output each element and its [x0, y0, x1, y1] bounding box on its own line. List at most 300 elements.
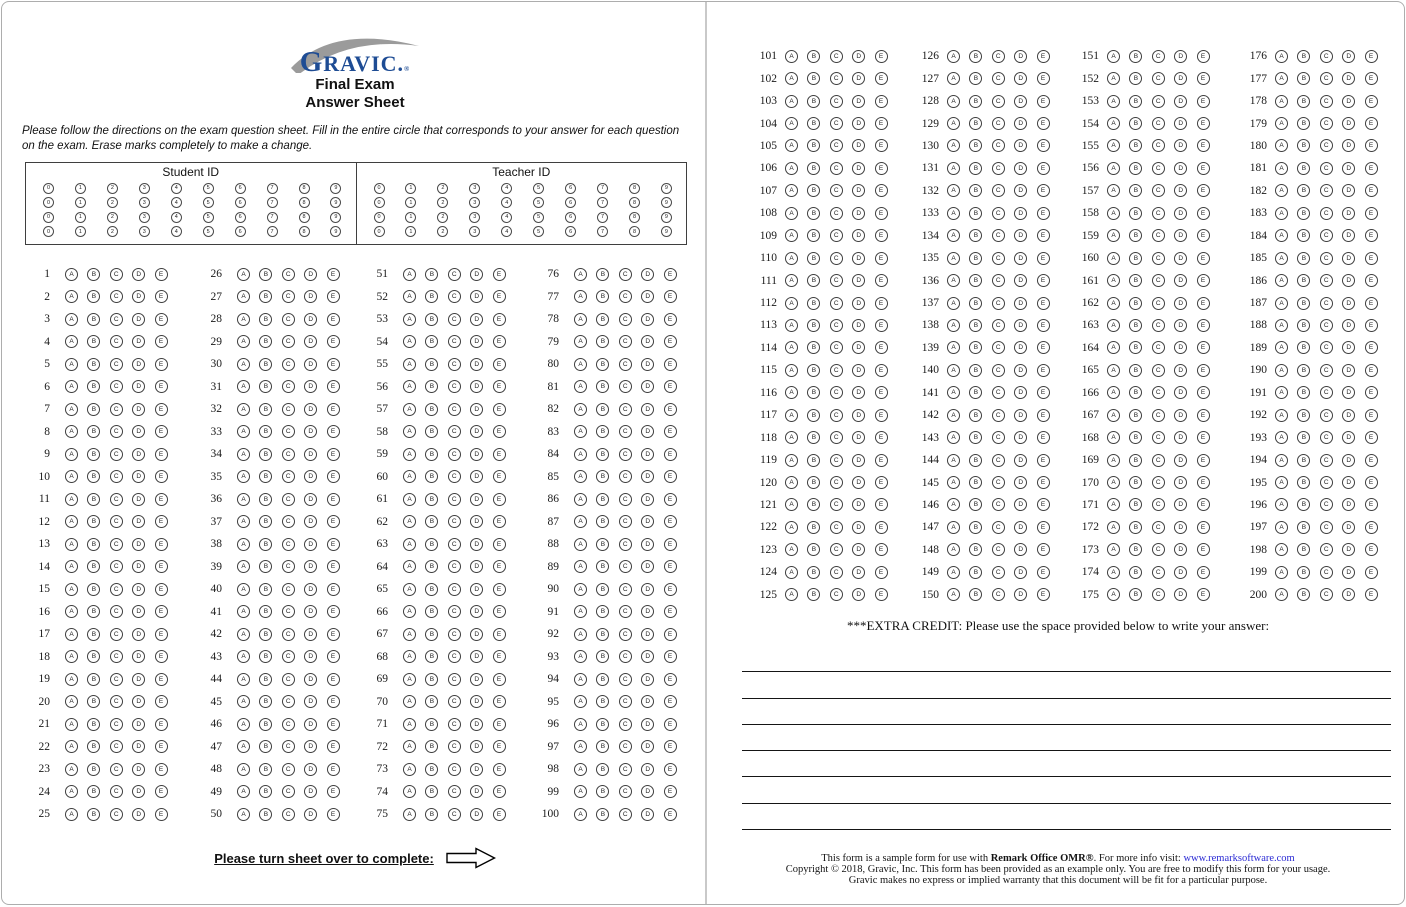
answer-bubble-e[interactable]: E: [875, 274, 888, 287]
answer-bubble-e[interactable]: E: [493, 785, 506, 798]
answer-bubble-b[interactable]: B: [87, 628, 100, 641]
answer-bubble-b[interactable]: B: [1297, 252, 1310, 265]
digit-bubble-4[interactable]: 4: [171, 197, 182, 208]
answer-bubble-c[interactable]: C: [1152, 72, 1165, 85]
answer-bubble-c[interactable]: C: [1152, 431, 1165, 444]
answer-bubble-d[interactable]: D: [1174, 364, 1187, 377]
answer-bubble-d[interactable]: D: [1174, 50, 1187, 63]
answer-bubble-e[interactable]: E: [1197, 274, 1210, 287]
answer-bubble-b[interactable]: B: [969, 454, 982, 467]
answer-bubble-c[interactable]: C: [110, 740, 123, 753]
answer-bubble-c[interactable]: C: [448, 380, 461, 393]
digit-bubble-3[interactable]: 3: [139, 226, 150, 237]
answer-bubble-e[interactable]: E: [493, 515, 506, 528]
answer-bubble-d[interactable]: D: [132, 650, 145, 663]
answer-bubble-d[interactable]: D: [132, 493, 145, 506]
answer-bubble-b[interactable]: B: [259, 538, 272, 551]
answer-bubble-a[interactable]: A: [1107, 50, 1120, 63]
answer-bubble-a[interactable]: A: [1275, 274, 1288, 287]
answer-bubble-b[interactable]: B: [969, 207, 982, 220]
answer-bubble-d[interactable]: D: [1342, 72, 1355, 85]
answer-bubble-e[interactable]: E: [327, 763, 340, 776]
answer-bubble-a[interactable]: A: [237, 290, 250, 303]
answer-bubble-b[interactable]: B: [259, 673, 272, 686]
answer-bubble-d[interactable]: D: [470, 785, 483, 798]
answer-bubble-c[interactable]: C: [992, 386, 1005, 399]
answer-bubble-e[interactable]: E: [1197, 297, 1210, 310]
answer-bubble-b[interactable]: B: [596, 628, 609, 641]
answer-bubble-e[interactable]: E: [875, 454, 888, 467]
answer-bubble-c[interactable]: C: [448, 808, 461, 821]
answer-bubble-a[interactable]: A: [574, 313, 587, 326]
answer-bubble-e[interactable]: E: [327, 695, 340, 708]
answer-bubble-c[interactable]: C: [830, 184, 843, 197]
answer-bubble-e[interactable]: E: [493, 358, 506, 371]
answer-bubble-a[interactable]: A: [1275, 498, 1288, 511]
digit-bubble-7[interactable]: 7: [267, 226, 278, 237]
answer-bubble-e[interactable]: E: [327, 673, 340, 686]
answer-bubble-a[interactable]: A: [785, 566, 798, 579]
answer-bubble-d[interactable]: D: [304, 538, 317, 551]
answer-bubble-d[interactable]: D: [1342, 431, 1355, 444]
answer-bubble-e[interactable]: E: [664, 448, 677, 461]
answer-bubble-b[interactable]: B: [807, 386, 820, 399]
answer-bubble-e[interactable]: E: [875, 207, 888, 220]
answer-bubble-b[interactable]: B: [1297, 588, 1310, 601]
answer-bubble-a[interactable]: A: [237, 268, 250, 281]
answer-bubble-a[interactable]: A: [574, 470, 587, 483]
answer-bubble-c[interactable]: C: [619, 695, 632, 708]
answer-bubble-e[interactable]: E: [1037, 476, 1050, 489]
answer-bubble-b[interactable]: B: [596, 763, 609, 776]
answer-bubble-b[interactable]: B: [1129, 454, 1142, 467]
answer-bubble-a[interactable]: A: [403, 425, 416, 438]
answer-bubble-a[interactable]: A: [65, 358, 78, 371]
answer-bubble-a[interactable]: A: [785, 117, 798, 130]
answer-bubble-a[interactable]: A: [403, 493, 416, 506]
answer-bubble-d[interactable]: D: [641, 268, 654, 281]
answer-bubble-c[interactable]: C: [448, 470, 461, 483]
answer-bubble-c[interactable]: C: [1320, 409, 1333, 422]
answer-bubble-e[interactable]: E: [155, 605, 168, 618]
answer-bubble-b[interactable]: B: [596, 808, 609, 821]
answer-bubble-c[interactable]: C: [992, 319, 1005, 332]
answer-bubble-b[interactable]: B: [969, 521, 982, 534]
answer-bubble-b[interactable]: B: [259, 493, 272, 506]
answer-bubble-d[interactable]: D: [470, 448, 483, 461]
answer-bubble-b[interactable]: B: [969, 498, 982, 511]
digit-bubble-5[interactable]: 5: [203, 183, 214, 194]
answer-bubble-e[interactable]: E: [155, 628, 168, 641]
answer-bubble-b[interactable]: B: [596, 650, 609, 663]
answer-bubble-a[interactable]: A: [1275, 72, 1288, 85]
answer-bubble-d[interactable]: D: [304, 403, 317, 416]
write-line[interactable]: [742, 751, 1391, 777]
answer-bubble-a[interactable]: A: [1107, 162, 1120, 175]
answer-bubble-a[interactable]: A: [237, 808, 250, 821]
answer-bubble-e[interactable]: E: [155, 650, 168, 663]
answer-bubble-a[interactable]: A: [65, 808, 78, 821]
answer-bubble-c[interactable]: C: [282, 493, 295, 506]
answer-bubble-e[interactable]: E: [664, 583, 677, 596]
answer-bubble-d[interactable]: D: [132, 538, 145, 551]
answer-bubble-e[interactable]: E: [1197, 184, 1210, 197]
answer-bubble-e[interactable]: E: [664, 470, 677, 483]
answer-bubble-e[interactable]: E: [1365, 454, 1378, 467]
answer-bubble-a[interactable]: A: [1275, 588, 1288, 601]
answer-bubble-d[interactable]: D: [1014, 50, 1027, 63]
answer-bubble-c[interactable]: C: [110, 515, 123, 528]
answer-bubble-d[interactable]: D: [1014, 207, 1027, 220]
answer-bubble-a[interactable]: A: [1107, 95, 1120, 108]
answer-bubble-c[interactable]: C: [1152, 543, 1165, 556]
answer-bubble-a[interactable]: A: [1275, 117, 1288, 130]
digit-bubble-9[interactable]: 9: [661, 197, 672, 208]
answer-bubble-b[interactable]: B: [87, 763, 100, 776]
answer-bubble-e[interactable]: E: [1037, 274, 1050, 287]
answer-bubble-c[interactable]: C: [282, 380, 295, 393]
answer-bubble-c[interactable]: C: [830, 566, 843, 579]
answer-bubble-b[interactable]: B: [807, 252, 820, 265]
answer-bubble-b[interactable]: B: [1129, 229, 1142, 242]
answer-bubble-d[interactable]: D: [470, 470, 483, 483]
answer-bubble-b[interactable]: B: [425, 740, 438, 753]
digit-bubble-7[interactable]: 7: [597, 197, 608, 208]
answer-bubble-d[interactable]: D: [470, 650, 483, 663]
answer-bubble-b[interactable]: B: [596, 718, 609, 731]
answer-bubble-d[interactable]: D: [852, 364, 865, 377]
answer-bubble-e[interactable]: E: [327, 560, 340, 573]
answer-bubble-d[interactable]: D: [304, 448, 317, 461]
answer-bubble-a[interactable]: A: [1107, 588, 1120, 601]
answer-bubble-d[interactable]: D: [1014, 117, 1027, 130]
answer-bubble-a[interactable]: A: [237, 628, 250, 641]
answer-bubble-d[interactable]: D: [304, 605, 317, 618]
answer-bubble-b[interactable]: B: [1129, 498, 1142, 511]
answer-bubble-d[interactable]: D: [132, 313, 145, 326]
answer-bubble-b[interactable]: B: [807, 364, 820, 377]
answer-bubble-e[interactable]: E: [1197, 588, 1210, 601]
answer-bubble-e[interactable]: E: [155, 808, 168, 821]
answer-bubble-b[interactable]: B: [1129, 521, 1142, 534]
answer-bubble-b[interactable]: B: [87, 290, 100, 303]
answer-bubble-b[interactable]: B: [259, 718, 272, 731]
answer-bubble-e[interactable]: E: [327, 785, 340, 798]
answer-bubble-c[interactable]: C: [110, 403, 123, 416]
answer-bubble-a[interactable]: A: [574, 268, 587, 281]
answer-bubble-b[interactable]: B: [969, 543, 982, 556]
answer-bubble-a[interactable]: A: [237, 560, 250, 573]
answer-bubble-d[interactable]: D: [641, 560, 654, 573]
answer-bubble-c[interactable]: C: [1320, 297, 1333, 310]
answer-bubble-c[interactable]: C: [1152, 297, 1165, 310]
answer-bubble-d[interactable]: D: [132, 403, 145, 416]
answer-bubble-c[interactable]: C: [282, 470, 295, 483]
answer-bubble-a[interactable]: A: [403, 673, 416, 686]
answer-bubble-a[interactable]: A: [947, 521, 960, 534]
answer-bubble-b[interactable]: B: [1297, 498, 1310, 511]
answer-bubble-e[interactable]: E: [327, 403, 340, 416]
answer-bubble-e[interactable]: E: [1037, 72, 1050, 85]
answer-bubble-c[interactable]: C: [992, 162, 1005, 175]
answer-bubble-b[interactable]: B: [259, 470, 272, 483]
answer-bubble-d[interactable]: D: [1342, 454, 1355, 467]
answer-bubble-d[interactable]: D: [304, 470, 317, 483]
answer-bubble-d[interactable]: D: [1174, 184, 1187, 197]
answer-bubble-a[interactable]: A: [574, 380, 587, 393]
answer-bubble-d[interactable]: D: [1014, 543, 1027, 556]
answer-bubble-c[interactable]: C: [619, 268, 632, 281]
answer-bubble-d[interactable]: D: [470, 695, 483, 708]
answer-bubble-e[interactable]: E: [664, 425, 677, 438]
digit-bubble-4[interactable]: 4: [501, 212, 512, 223]
answer-bubble-c[interactable]: C: [1320, 184, 1333, 197]
answer-bubble-c[interactable]: C: [448, 290, 461, 303]
answer-bubble-b[interactable]: B: [1297, 319, 1310, 332]
answer-bubble-d[interactable]: D: [470, 425, 483, 438]
answer-bubble-d[interactable]: D: [132, 425, 145, 438]
answer-bubble-b[interactable]: B: [1129, 364, 1142, 377]
answer-bubble-b[interactable]: B: [1129, 207, 1142, 220]
answer-bubble-e[interactable]: E: [664, 493, 677, 506]
answer-bubble-d[interactable]: D: [132, 268, 145, 281]
answer-bubble-e[interactable]: E: [1197, 50, 1210, 63]
answer-bubble-b[interactable]: B: [596, 335, 609, 348]
answer-bubble-c[interactable]: C: [619, 718, 632, 731]
answer-bubble-a[interactable]: A: [947, 50, 960, 63]
answer-bubble-e[interactable]: E: [327, 313, 340, 326]
answer-bubble-a[interactable]: A: [574, 673, 587, 686]
answer-bubble-e[interactable]: E: [664, 628, 677, 641]
answer-bubble-b[interactable]: B: [807, 207, 820, 220]
answer-bubble-c[interactable]: C: [1320, 72, 1333, 85]
answer-bubble-b[interactable]: B: [1129, 386, 1142, 399]
answer-bubble-b[interactable]: B: [1129, 297, 1142, 310]
answer-bubble-b[interactable]: B: [259, 808, 272, 821]
answer-bubble-d[interactable]: D: [470, 538, 483, 551]
answer-bubble-b[interactable]: B: [969, 274, 982, 287]
answer-bubble-b[interactable]: B: [87, 560, 100, 573]
answer-bubble-e[interactable]: E: [1037, 297, 1050, 310]
answer-bubble-b[interactable]: B: [596, 448, 609, 461]
answer-bubble-e[interactable]: E: [155, 448, 168, 461]
answer-bubble-e[interactable]: E: [875, 297, 888, 310]
answer-bubble-a[interactable]: A: [65, 695, 78, 708]
answer-bubble-d[interactable]: D: [852, 207, 865, 220]
answer-bubble-c[interactable]: C: [619, 448, 632, 461]
digit-bubble-1[interactable]: 1: [75, 212, 86, 223]
answer-bubble-a[interactable]: A: [785, 543, 798, 556]
answer-bubble-e[interactable]: E: [664, 313, 677, 326]
answer-bubble-d[interactable]: D: [1342, 184, 1355, 197]
digit-bubble-4[interactable]: 4: [501, 197, 512, 208]
answer-bubble-b[interactable]: B: [807, 498, 820, 511]
answer-bubble-c[interactable]: C: [992, 341, 1005, 354]
digit-bubble-9[interactable]: 9: [661, 212, 672, 223]
answer-bubble-e[interactable]: E: [1197, 252, 1210, 265]
answer-bubble-e[interactable]: E: [1365, 297, 1378, 310]
answer-bubble-a[interactable]: A: [1107, 184, 1120, 197]
answer-bubble-c[interactable]: C: [282, 425, 295, 438]
answer-bubble-e[interactable]: E: [155, 673, 168, 686]
answer-bubble-c[interactable]: C: [1152, 386, 1165, 399]
answer-bubble-e[interactable]: E: [1037, 184, 1050, 197]
answer-bubble-b[interactable]: B: [425, 313, 438, 326]
answer-bubble-b[interactable]: B: [87, 718, 100, 731]
answer-bubble-b[interactable]: B: [87, 358, 100, 371]
answer-bubble-a[interactable]: A: [237, 335, 250, 348]
answer-bubble-d[interactable]: D: [1014, 476, 1027, 489]
answer-bubble-c[interactable]: C: [619, 380, 632, 393]
answer-bubble-c[interactable]: C: [282, 515, 295, 528]
answer-bubble-a[interactable]: A: [403, 538, 416, 551]
answer-bubble-a[interactable]: A: [403, 583, 416, 596]
answer-bubble-b[interactable]: B: [807, 454, 820, 467]
answer-bubble-e[interactable]: E: [327, 808, 340, 821]
digit-bubble-5[interactable]: 5: [533, 183, 544, 194]
answer-bubble-c[interactable]: C: [830, 498, 843, 511]
answer-bubble-d[interactable]: D: [1014, 386, 1027, 399]
answer-bubble-a[interactable]: A: [785, 588, 798, 601]
answer-bubble-d[interactable]: D: [1174, 229, 1187, 242]
answer-bubble-d[interactable]: D: [1342, 566, 1355, 579]
answer-bubble-c[interactable]: C: [830, 95, 843, 108]
answer-bubble-e[interactable]: E: [1037, 341, 1050, 354]
answer-bubble-d[interactable]: D: [470, 740, 483, 753]
answer-bubble-b[interactable]: B: [425, 448, 438, 461]
digit-bubble-2[interactable]: 2: [107, 212, 118, 223]
digit-bubble-1[interactable]: 1: [405, 212, 416, 223]
answer-bubble-c[interactable]: C: [1152, 274, 1165, 287]
answer-bubble-e[interactable]: E: [1037, 386, 1050, 399]
answer-bubble-c[interactable]: C: [619, 808, 632, 821]
digit-bubble-7[interactable]: 7: [267, 197, 278, 208]
answer-bubble-d[interactable]: D: [1014, 184, 1027, 197]
answer-bubble-a[interactable]: A: [237, 380, 250, 393]
answer-bubble-c[interactable]: C: [448, 425, 461, 438]
answer-bubble-b[interactable]: B: [87, 808, 100, 821]
answer-bubble-e[interactable]: E: [155, 695, 168, 708]
answer-bubble-c[interactable]: C: [1320, 476, 1333, 489]
answer-bubble-b[interactable]: B: [425, 538, 438, 551]
answer-bubble-d[interactable]: D: [852, 319, 865, 332]
answer-bubble-e[interactable]: E: [875, 139, 888, 152]
answer-bubble-c[interactable]: C: [830, 139, 843, 152]
answer-bubble-d[interactable]: D: [1342, 543, 1355, 556]
answer-bubble-c[interactable]: C: [619, 470, 632, 483]
answer-bubble-c[interactable]: C: [1152, 229, 1165, 242]
answer-bubble-d[interactable]: D: [852, 476, 865, 489]
answer-bubble-a[interactable]: A: [1107, 341, 1120, 354]
answer-bubble-c[interactable]: C: [1320, 566, 1333, 579]
answer-bubble-b[interactable]: B: [596, 268, 609, 281]
answer-bubble-a[interactable]: A: [1275, 95, 1288, 108]
answer-bubble-c[interactable]: C: [282, 358, 295, 371]
answer-bubble-a[interactable]: A: [65, 268, 78, 281]
answer-bubble-e[interactable]: E: [1197, 543, 1210, 556]
answer-bubble-c[interactable]: C: [619, 673, 632, 686]
answer-bubble-a[interactable]: A: [1107, 117, 1120, 130]
answer-bubble-c[interactable]: C: [110, 560, 123, 573]
answer-bubble-e[interactable]: E: [1037, 498, 1050, 511]
digit-bubble-2[interactable]: 2: [107, 197, 118, 208]
answer-bubble-a[interactable]: A: [574, 538, 587, 551]
answer-bubble-e[interactable]: E: [493, 673, 506, 686]
answer-bubble-a[interactable]: A: [785, 454, 798, 467]
answer-bubble-a[interactable]: A: [785, 162, 798, 175]
answer-bubble-e[interactable]: E: [664, 605, 677, 618]
answer-bubble-d[interactable]: D: [852, 184, 865, 197]
answer-bubble-e[interactable]: E: [1197, 72, 1210, 85]
answer-bubble-a[interactable]: A: [785, 521, 798, 534]
answer-bubble-d[interactable]: D: [304, 335, 317, 348]
answer-bubble-a[interactable]: A: [947, 476, 960, 489]
answer-bubble-e[interactable]: E: [875, 117, 888, 130]
answer-bubble-c[interactable]: C: [448, 763, 461, 776]
answer-bubble-c[interactable]: C: [1152, 409, 1165, 422]
answer-bubble-e[interactable]: E: [155, 313, 168, 326]
digit-bubble-2[interactable]: 2: [107, 183, 118, 194]
answer-bubble-b[interactable]: B: [1129, 409, 1142, 422]
answer-bubble-c[interactable]: C: [282, 650, 295, 663]
answer-bubble-b[interactable]: B: [259, 358, 272, 371]
answer-bubble-b[interactable]: B: [807, 184, 820, 197]
answer-bubble-a[interactable]: A: [1275, 297, 1288, 310]
answer-bubble-c[interactable]: C: [448, 268, 461, 281]
answer-bubble-b[interactable]: B: [969, 117, 982, 130]
answer-bubble-a[interactable]: A: [237, 763, 250, 776]
answer-bubble-d[interactable]: D: [1014, 229, 1027, 242]
answer-bubble-d[interactable]: D: [1174, 139, 1187, 152]
answer-bubble-c[interactable]: C: [448, 335, 461, 348]
answer-bubble-b[interactable]: B: [807, 95, 820, 108]
answer-bubble-d[interactable]: D: [852, 454, 865, 467]
answer-bubble-a[interactable]: A: [574, 695, 587, 708]
answer-bubble-a[interactable]: A: [785, 409, 798, 422]
answer-bubble-b[interactable]: B: [1297, 50, 1310, 63]
answer-bubble-d[interactable]: D: [132, 718, 145, 731]
answer-bubble-c[interactable]: C: [110, 425, 123, 438]
answer-bubble-a[interactable]: A: [65, 785, 78, 798]
answer-bubble-d[interactable]: D: [470, 335, 483, 348]
answer-bubble-a[interactable]: A: [574, 605, 587, 618]
answer-bubble-a[interactable]: A: [1275, 319, 1288, 332]
answer-bubble-d[interactable]: D: [1174, 454, 1187, 467]
answer-bubble-d[interactable]: D: [641, 335, 654, 348]
answer-bubble-d[interactable]: D: [641, 718, 654, 731]
answer-bubble-e[interactable]: E: [493, 740, 506, 753]
answer-bubble-e[interactable]: E: [875, 386, 888, 399]
answer-bubble-d[interactable]: D: [1342, 364, 1355, 377]
answer-bubble-b[interactable]: B: [259, 605, 272, 618]
answer-bubble-c[interactable]: C: [282, 763, 295, 776]
answer-bubble-b[interactable]: B: [1297, 543, 1310, 556]
answer-bubble-d[interactable]: D: [852, 543, 865, 556]
answer-bubble-e[interactable]: E: [1365, 274, 1378, 287]
answer-bubble-a[interactable]: A: [1107, 364, 1120, 377]
answer-bubble-a[interactable]: A: [947, 543, 960, 556]
answer-bubble-d[interactable]: D: [304, 290, 317, 303]
answer-bubble-b[interactable]: B: [425, 560, 438, 573]
digit-bubble-7[interactable]: 7: [267, 183, 278, 194]
answer-bubble-b[interactable]: B: [87, 650, 100, 663]
answer-bubble-a[interactable]: A: [403, 290, 416, 303]
answer-bubble-c[interactable]: C: [1320, 319, 1333, 332]
answer-bubble-d[interactable]: D: [1174, 521, 1187, 534]
answer-bubble-b[interactable]: B: [596, 673, 609, 686]
answer-bubble-b[interactable]: B: [1129, 117, 1142, 130]
answer-bubble-d[interactable]: D: [132, 470, 145, 483]
